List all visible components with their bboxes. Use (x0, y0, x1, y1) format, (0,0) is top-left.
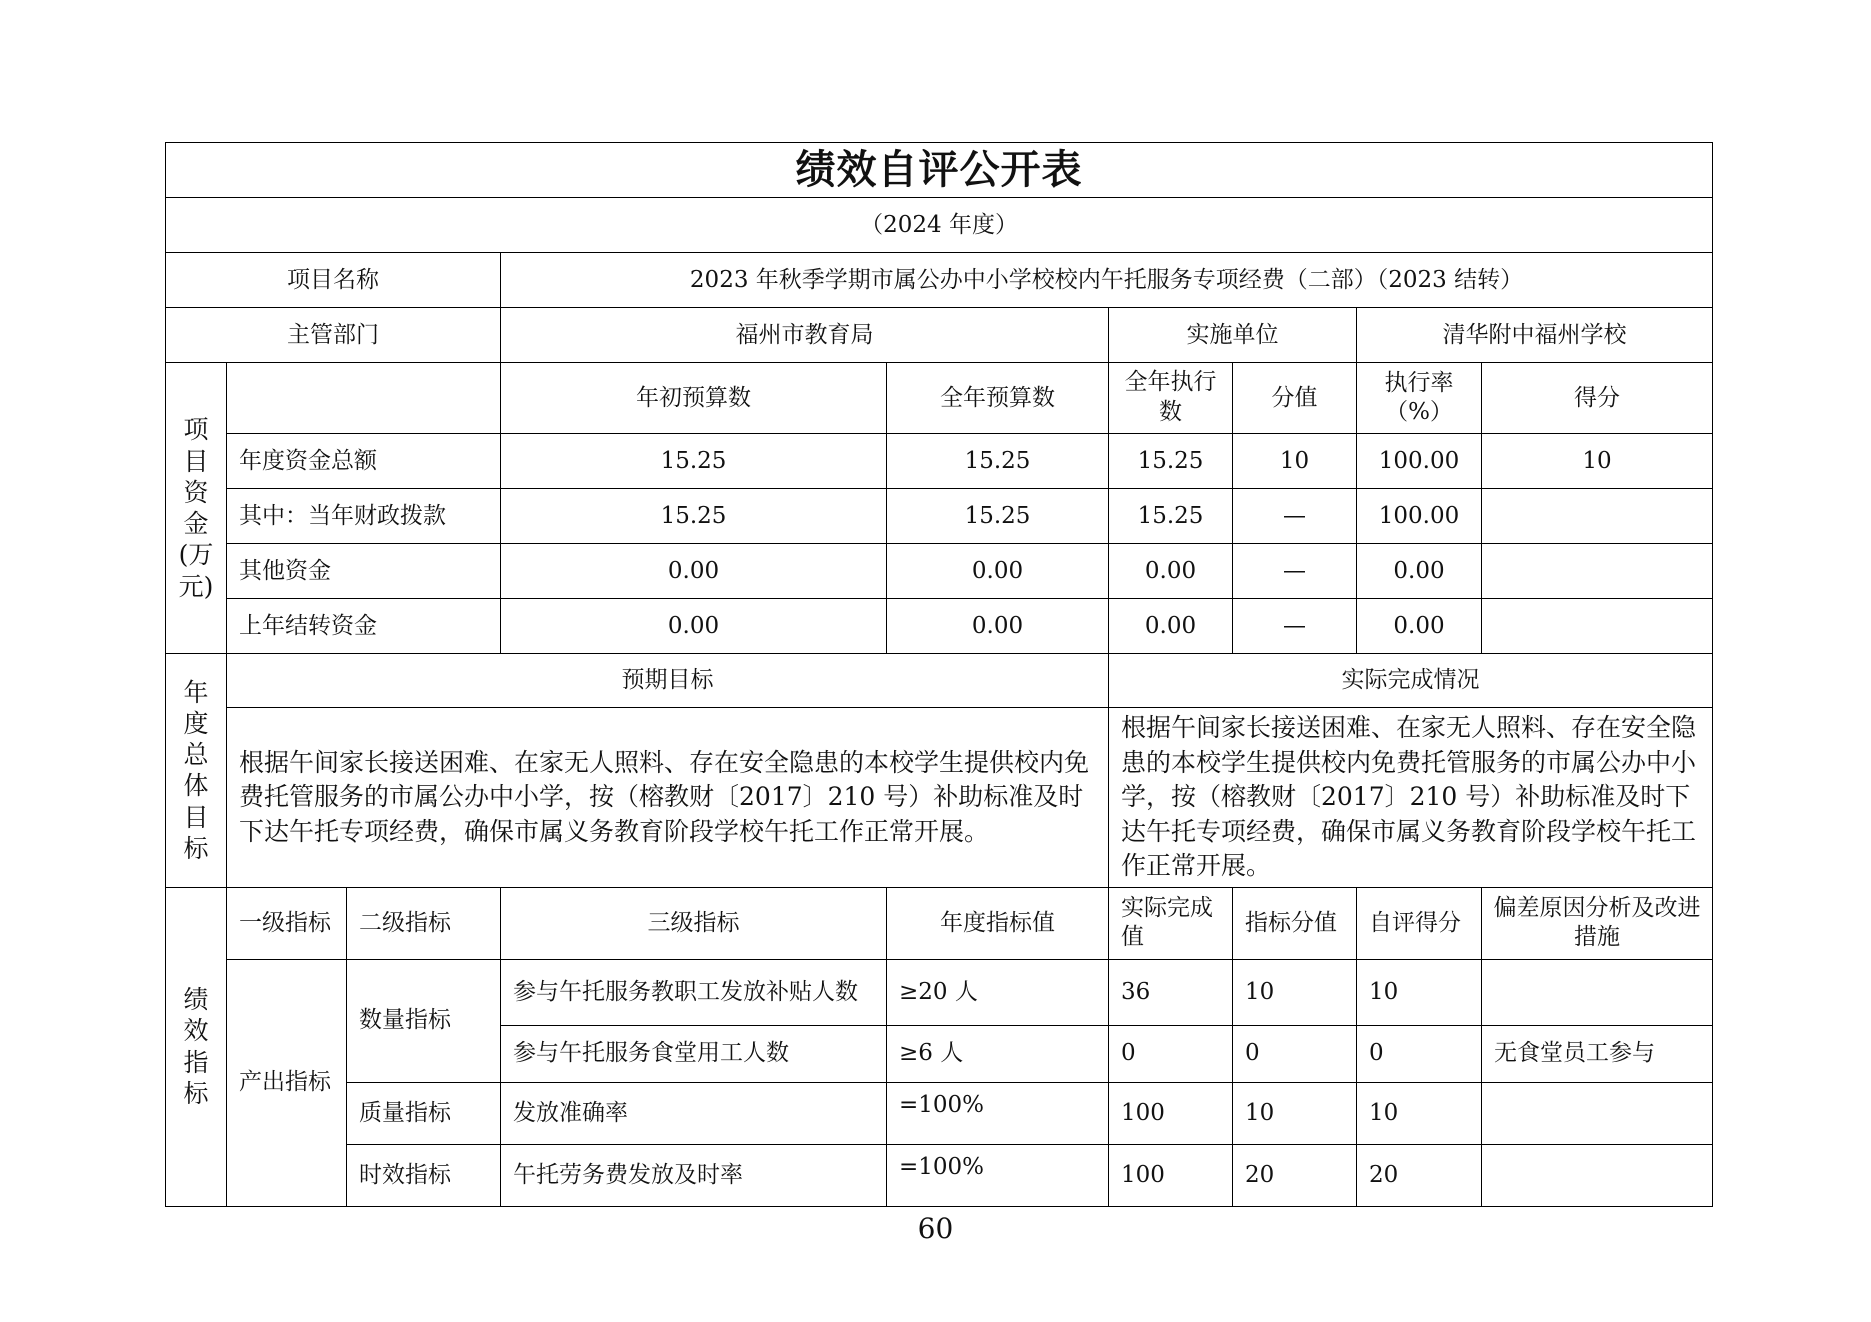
fiscal-year: （2024 年度） (166, 198, 1713, 253)
funds-initial: 15.25 (501, 489, 887, 544)
funds-rate: 100.00 (1357, 489, 1482, 544)
header-actual: 实际完成值 (1109, 887, 1233, 959)
funds-header-score-value: 分值 (1233, 363, 1357, 434)
indicator-weight: 0 (1233, 1025, 1357, 1082)
indicator-name: 发放准确率 (501, 1082, 887, 1144)
indicator-target: ≥20 人 (887, 959, 1109, 1025)
funds-annual: 0.00 (887, 544, 1109, 599)
indicator-name: 午托劳务费发放及时率 (501, 1144, 887, 1206)
funds-rate: 100.00 (1357, 434, 1482, 489)
funds-score (1482, 544, 1713, 599)
indicator-target: =100% (887, 1082, 1109, 1144)
indicator-actual: 36 (1109, 959, 1233, 1025)
funds-initial: 0.00 (501, 599, 887, 654)
funds-row-label: 上年结转资金 (227, 599, 501, 654)
funds-rate: 0.00 (1357, 599, 1482, 654)
indicator-target: =100% (887, 1144, 1109, 1206)
table-row (166, 1082, 1713, 1144)
funds-executed: 0.00 (1109, 599, 1233, 654)
funds-header-executed: 全年执行数 (1109, 363, 1233, 434)
funds-score-value: — (1233, 599, 1357, 654)
indicator-actual: 100 (1109, 1144, 1233, 1206)
header-level2: 二级指标 (347, 887, 501, 959)
project-name-label: 项目名称 (166, 253, 501, 308)
indicator-actual: 100 (1109, 1082, 1233, 1144)
level2-timeliness: 时效指标 (347, 1144, 501, 1206)
performance-table-sheet (165, 142, 1712, 1188)
funds-initial: 0.00 (501, 544, 887, 599)
indicator-self-score: 0 (1357, 1025, 1482, 1082)
indicator-deviation (1482, 1144, 1713, 1206)
impl-unit-value: 清华附中福州学校 (1357, 308, 1713, 363)
header-target: 年度指标值 (887, 887, 1109, 959)
table-row (166, 599, 1713, 654)
expected-goal-header: 预期目标 (227, 654, 1109, 708)
funds-header-annual: 全年预算数 (887, 363, 1109, 434)
funds-row-label: 其中：当年财政拨款 (227, 489, 501, 544)
header-level1: 一级指标 (227, 887, 347, 959)
indicator-target: ≥6 人 (887, 1025, 1109, 1082)
level2-quantity: 数量指标 (347, 959, 501, 1082)
indicators-side-label: 绩 效 指 标 (166, 887, 227, 1206)
table-row (166, 544, 1713, 599)
funds-initial: 15.25 (501, 434, 887, 489)
header-weight: 指标分值 (1233, 887, 1357, 959)
funds-annual: 0.00 (887, 599, 1109, 654)
funds-executed: 0.00 (1109, 544, 1233, 599)
indicator-weight: 10 (1233, 1082, 1357, 1144)
indicator-self-score: 10 (1357, 959, 1482, 1025)
indicator-self-score: 10 (1357, 1082, 1482, 1144)
table-row (166, 434, 1713, 489)
funds-row-label: 其他资金 (227, 544, 501, 599)
funds-header-score: 得分 (1482, 363, 1713, 434)
funds-side-label: 项 目 资 金 (万 元) (166, 363, 227, 654)
header-level3: 三级指标 (501, 887, 887, 959)
funds-header-blank (227, 363, 501, 434)
indicator-deviation (1482, 959, 1713, 1025)
funds-score (1482, 489, 1713, 544)
dept-value: 福州市教育局 (501, 308, 1109, 363)
table-title: 绩效自评公开表 (166, 143, 1713, 198)
actual-result-header: 实际完成情况 (1109, 654, 1713, 708)
funds-header-rate: 执行率（%） (1357, 363, 1482, 434)
project-name-value: 2023 年秋季学期市属公办中小学校校内午托服务专项经费（二部）（2023 结转） (501, 253, 1713, 308)
funds-row-label: 年度资金总额 (227, 434, 501, 489)
goals-side-label: 年 度 总 体 目 标 (166, 654, 227, 888)
table-row (166, 959, 1713, 1025)
indicator-weight: 20 (1233, 1144, 1357, 1206)
indicator-name: 参与午托服务食堂用工人数 (501, 1025, 887, 1082)
funds-header-initial: 年初预算数 (501, 363, 887, 434)
header-deviation: 偏差原因分析及改进措施 (1482, 887, 1713, 959)
funds-score-value: 10 (1233, 434, 1357, 489)
expected-goal-text: 根据午间家长接送困难、在家无人照料、存在安全隐患的本校学生提供校内免费托管服务的市属公办中小学，按（榕教财〔2017〕210 号）补助标准及时下达午托专项经费，确保市属义务教育阶段学校午托工作正常开展。 (227, 708, 1109, 888)
performance-self-evaluation-table (165, 142, 1713, 1207)
funds-rate: 0.00 (1357, 544, 1482, 599)
funds-score-value: — (1233, 489, 1357, 544)
indicator-actual: 0 (1109, 1025, 1233, 1082)
indicator-weight: 10 (1233, 959, 1357, 1025)
table-row (166, 489, 1713, 544)
funds-annual: 15.25 (887, 434, 1109, 489)
funds-score: 10 (1482, 434, 1713, 489)
level1-output: 产出指标 (227, 959, 347, 1206)
funds-score (1482, 599, 1713, 654)
page-number: 60 (917, 1212, 954, 1245)
funds-executed: 15.25 (1109, 489, 1233, 544)
dept-label: 主管部门 (166, 308, 501, 363)
funds-annual: 15.25 (887, 489, 1109, 544)
funds-executed: 15.25 (1109, 434, 1233, 489)
level2-quality: 质量指标 (347, 1082, 501, 1144)
actual-result-text: 根据午间家长接送困难、在家无人照料、存在安全隐患的本校学生提供校内免费托管服务的市属公办中小学，按（榕教财〔2017〕210 号）补助标准及时下达午托专项经费，确保市属义务教育阶段学校午托工作正常开展。 (1109, 708, 1713, 888)
indicator-name: 参与午托服务教职工发放补贴人数 (501, 959, 887, 1025)
indicator-deviation (1482, 1082, 1713, 1144)
header-self-score: 自评得分 (1357, 887, 1482, 959)
indicator-self-score: 20 (1357, 1144, 1482, 1206)
impl-unit-label: 实施单位 (1109, 308, 1357, 363)
table-row (166, 1144, 1713, 1206)
funds-score-value: — (1233, 544, 1357, 599)
indicator-deviation: 无食堂员工参与 (1482, 1025, 1713, 1082)
